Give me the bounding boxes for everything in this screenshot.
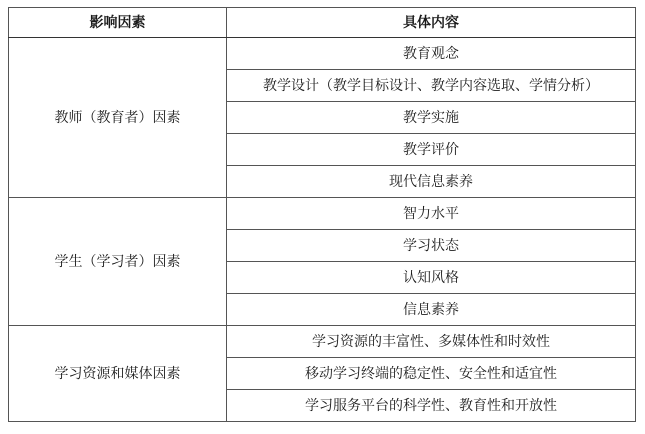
content-cell: 学习服务平台的科学性、教育性和开放性 — [227, 390, 636, 422]
content-cell: 移动学习终端的稳定性、安全性和适宜性 — [227, 358, 636, 390]
factor-cell-teacher: 教师（教育者）因素 — [9, 38, 227, 198]
content-cell: 教学评价 — [227, 134, 636, 166]
table-row — [9, 326, 636, 358]
factor-cell-resources-media: 学习资源和媒体因素 — [9, 326, 227, 422]
content-cell: 现代信息素养 — [227, 166, 636, 198]
content-cell: 学习资源的丰富性、多媒体性和时效性 — [227, 326, 636, 358]
content-cell: 智力水平 — [227, 198, 636, 230]
content-cell: 认知风格 — [227, 262, 636, 294]
content-cell: 信息素养 — [227, 294, 636, 326]
table-header-row — [9, 8, 636, 38]
factor-cell-student: 学生（学习者）因素 — [9, 198, 227, 326]
content-cell: 教育观念 — [227, 38, 636, 70]
content-cell: 教学设计（教学目标设计、教学内容选取、学情分析） — [227, 70, 636, 102]
header-factor: 影响因素 — [9, 8, 227, 38]
table-row — [9, 198, 636, 230]
factors-table — [8, 7, 636, 422]
header-content: 具体内容 — [227, 8, 636, 38]
content-cell: 教学实施 — [227, 102, 636, 134]
content-cell: 学习状态 — [227, 230, 636, 262]
factors-table-container — [8, 7, 635, 422]
table-row — [9, 38, 636, 70]
